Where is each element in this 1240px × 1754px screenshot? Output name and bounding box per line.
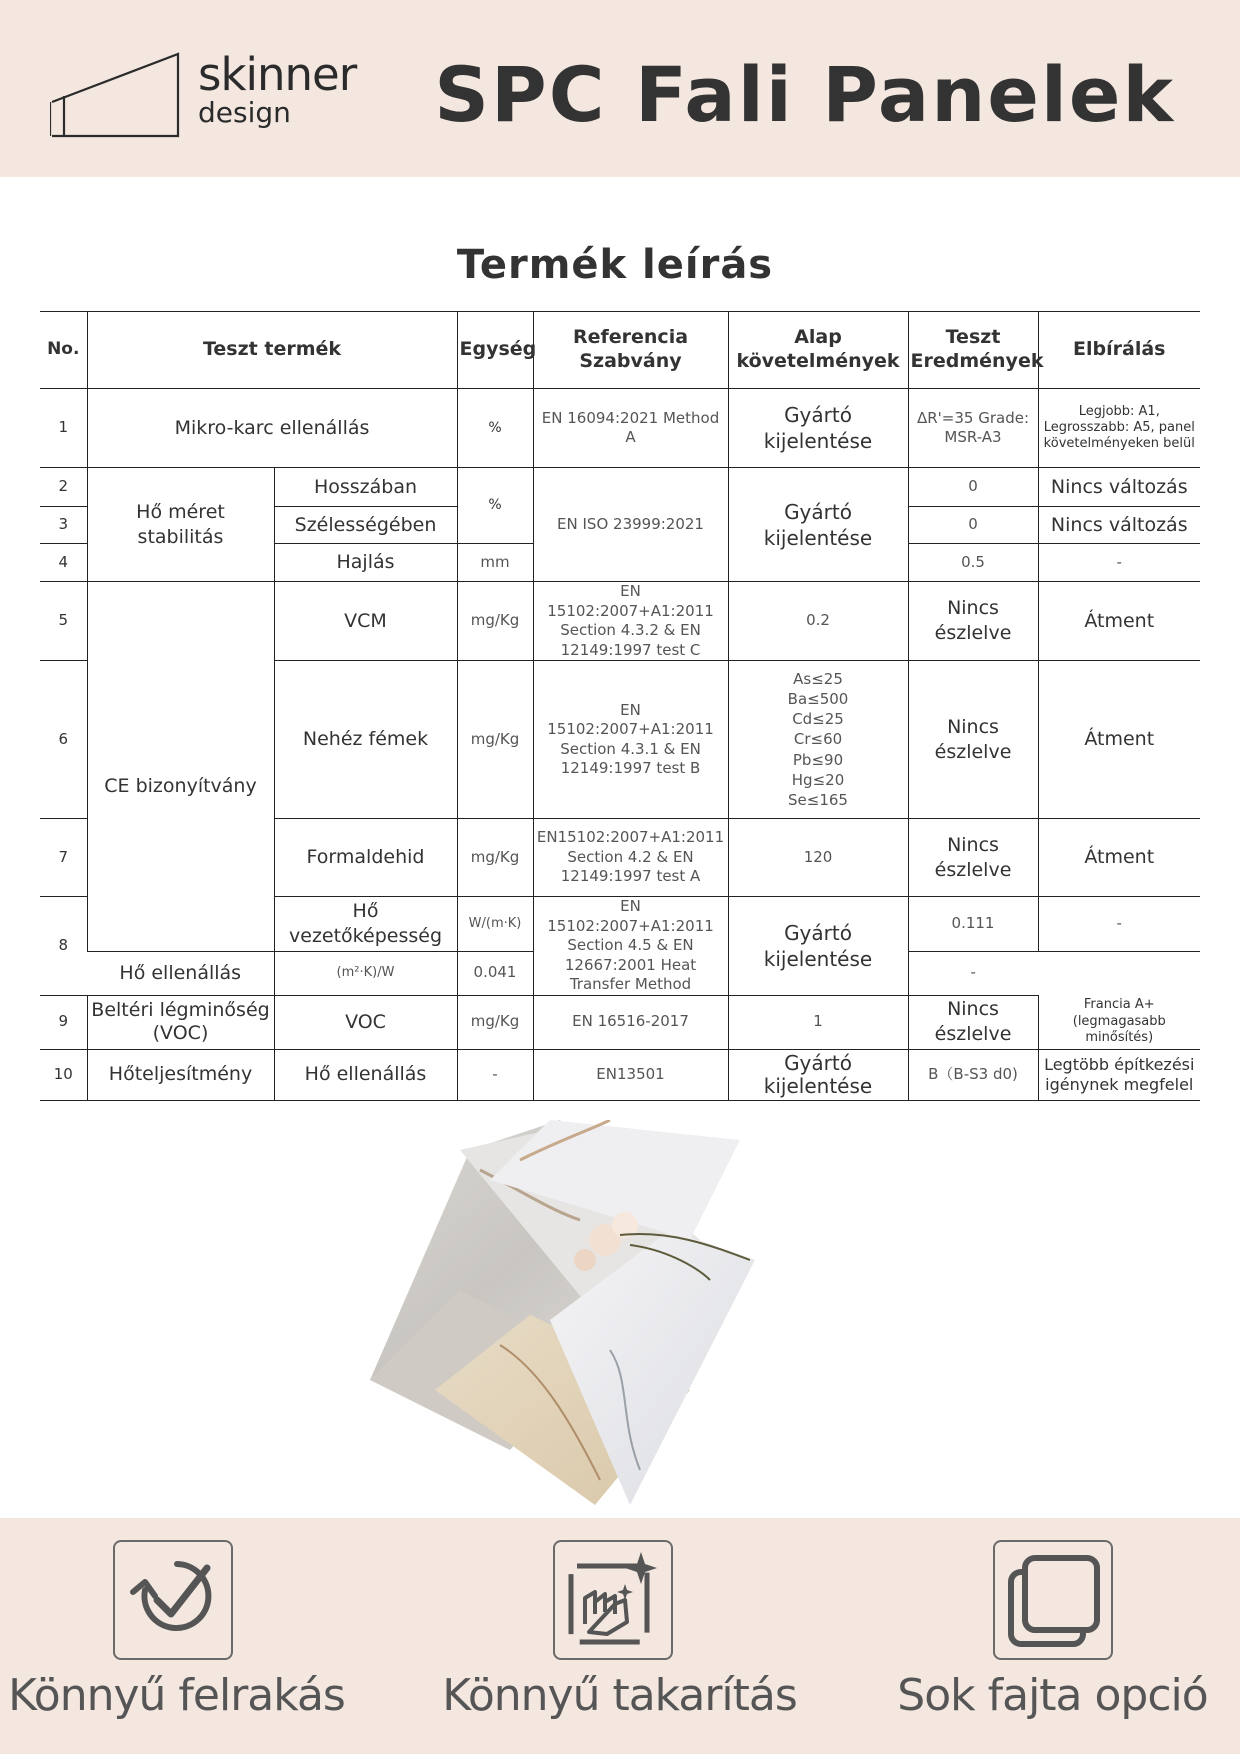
product-name: Mikro-karc ellenállás — [87, 389, 457, 468]
reference: EN ISO 23999:2021 — [533, 468, 728, 582]
table-row — [40, 1049, 1200, 1100]
group-label: Hő méret stabilitás — [87, 468, 274, 582]
logo-wordmark: skinner — [198, 48, 357, 101]
evaluation: Legtöbb építkezési igénynek megfelel — [1038, 1049, 1200, 1100]
sub-product: Nehéz fémek — [274, 661, 457, 819]
table-header-row — [40, 312, 1200, 389]
evaluation: Nincs változás — [1038, 507, 1200, 544]
feature-label: Sok fajta opció — [897, 1670, 1208, 1721]
skinner-design-logo — [50, 50, 410, 145]
basic-requirement: 0.2 — [728, 582, 908, 661]
feature-easy-cleaning — [413, 1518, 826, 1754]
limit-item: Hg≤20 — [791, 770, 845, 789]
evaluation: Francia A+ (legmagasabb minősítés) — [1038, 995, 1200, 1049]
product-name: Beltéri légminőség (VOC) — [87, 995, 274, 1049]
unit: % — [457, 389, 533, 468]
row-number: 4 — [40, 544, 87, 582]
evaluation: Átment — [1038, 661, 1200, 819]
header-product: Teszt termék — [87, 312, 457, 389]
group-label: CE bizonyítvány — [87, 582, 274, 952]
evaluation: - — [1038, 544, 1200, 582]
test-result: Nincs észlelve — [908, 582, 1038, 661]
reference: EN15102:2007+A1:2011 Section 4.2 & EN 12149:1997 test A — [533, 819, 728, 897]
basic-requirement: Gyártó kijelentése — [728, 1049, 908, 1100]
unit: mm — [457, 544, 533, 582]
rotate-check-icon — [113, 1540, 233, 1660]
header-band — [0, 0, 1240, 177]
header-evaluation: Elbírálás — [1038, 312, 1200, 389]
spec-table — [40, 311, 1200, 1101]
row-number: 1 — [40, 389, 87, 468]
evaluation: - — [1038, 897, 1200, 952]
unit: W/(m·K) — [457, 897, 533, 952]
row-number: 2 — [40, 468, 87, 507]
table-row — [40, 582, 1200, 661]
test-result: B（B-S3 d0) — [908, 1049, 1038, 1100]
test-result: Nincs észlelve — [908, 995, 1038, 1049]
test-result: Nincs észlelve — [908, 819, 1038, 897]
sub-product: Hő vezetőképesség — [274, 897, 457, 952]
reference: EN 15102:2007+A1:2011 Section 4.3.1 & EN 12149:1997 test B — [533, 661, 728, 819]
row-number: 7 — [40, 819, 87, 897]
sub-product: VOC — [274, 995, 457, 1049]
header-reference: Referencia Szabvány — [533, 312, 728, 389]
evaluation: Átment — [1038, 819, 1200, 897]
feature-label: Könnyű felrakás — [8, 1670, 345, 1721]
unit: mg/Kg — [457, 819, 533, 897]
row-number: 6 — [40, 661, 87, 819]
test-result: 0 — [908, 468, 1038, 507]
unit: - — [457, 1049, 533, 1100]
basic-requirement: Gyártó kijelentése — [728, 897, 908, 996]
product-panels-image — [370, 1120, 870, 1510]
limit-item: Se≤165 — [788, 791, 848, 810]
sub-product: Hajlás — [274, 544, 457, 582]
header-basic: Alap követelmények — [728, 312, 908, 389]
row-number: 3 — [40, 507, 87, 544]
table-row — [40, 468, 1200, 507]
sub-product: Hő ellenállás — [87, 951, 274, 995]
sub-product: Hosszában — [274, 468, 457, 507]
reference: EN 16094:2021 Method A — [533, 389, 728, 468]
limit-item: Cr≤60 — [793, 730, 843, 749]
unit: mg/Kg — [457, 995, 533, 1049]
row-number: 5 — [40, 582, 87, 661]
limit-item: Ba≤500 — [787, 689, 849, 708]
test-result: ΔR'=35 Grade: MSR-A3 — [908, 389, 1038, 468]
basic-requirement: Gyártó kijelentése — [728, 468, 908, 582]
features-footer — [0, 1518, 1240, 1754]
sub-product: Szélességében — [274, 507, 457, 544]
feature-easy-install — [0, 1518, 413, 1754]
test-result: 0 — [908, 507, 1038, 544]
feature-label: Könnyű takarítás — [442, 1670, 797, 1721]
row-number: 9 — [40, 995, 87, 1049]
basic-requirement: 1 — [728, 995, 908, 1049]
row-number: 10 — [40, 1049, 87, 1100]
test-result: 0.111 — [908, 897, 1038, 952]
logo-subtext: design — [198, 96, 291, 129]
table-row — [40, 389, 1200, 468]
header-unit: Egység — [457, 312, 533, 389]
sub-product: Hő ellenállás — [274, 1049, 457, 1100]
reference: EN 16516-2017 — [533, 995, 728, 1049]
sub-product: Formaldehid — [274, 819, 457, 897]
unit: % — [457, 468, 533, 544]
header-results: Teszt Eredmények — [908, 312, 1038, 389]
test-result: Nincs észlelve — [908, 661, 1038, 819]
unit: mg/Kg — [457, 582, 533, 661]
test-result: 0.5 — [908, 544, 1038, 582]
evaluation: - — [908, 951, 1038, 995]
reference: EN13501 — [533, 1049, 728, 1100]
unit: mg/Kg — [457, 661, 533, 819]
basic-requirement-list — [728, 661, 908, 819]
evaluation: Legjobb: A1, Legrosszabb: A5, panel követelményeken belül — [1038, 389, 1200, 468]
basic-requirement: Gyártó kijelentése — [728, 389, 908, 468]
section-title: Termék leírás — [456, 242, 774, 288]
row-number: 8 — [40, 897, 87, 996]
product-name: Hőteljesítmény — [87, 1049, 274, 1100]
basic-requirement: 120 — [728, 819, 908, 897]
unit: (m²·K)/W — [274, 951, 457, 995]
reference: EN 15102:2007+A1:2011 Section 4.5 & EN 12667:2001 Heat Transfer Method — [533, 897, 728, 996]
wipe-hand-sparkle-icon — [553, 1540, 673, 1660]
evaluation: Nincs változás — [1038, 468, 1200, 507]
sub-product: VCM — [274, 582, 457, 661]
table-row — [40, 995, 1200, 1049]
header-no: No. — [40, 312, 87, 389]
test-result: 0.041 — [457, 951, 533, 995]
limit-item: Pb≤90 — [792, 750, 844, 769]
house-outline-icon — [50, 50, 190, 140]
page-title: SPC Fali Panelek — [434, 50, 1175, 139]
evaluation: Átment — [1038, 582, 1200, 661]
limit-item: As≤25 — [793, 669, 843, 688]
reference: EN 15102:2007+A1:2011 Section 4.3.2 & EN 12149:1997 test C — [533, 582, 728, 661]
limit-item: Cd≤25 — [792, 710, 844, 729]
feature-many-options — [826, 1518, 1239, 1754]
stacked-squares-icon — [993, 1540, 1113, 1660]
